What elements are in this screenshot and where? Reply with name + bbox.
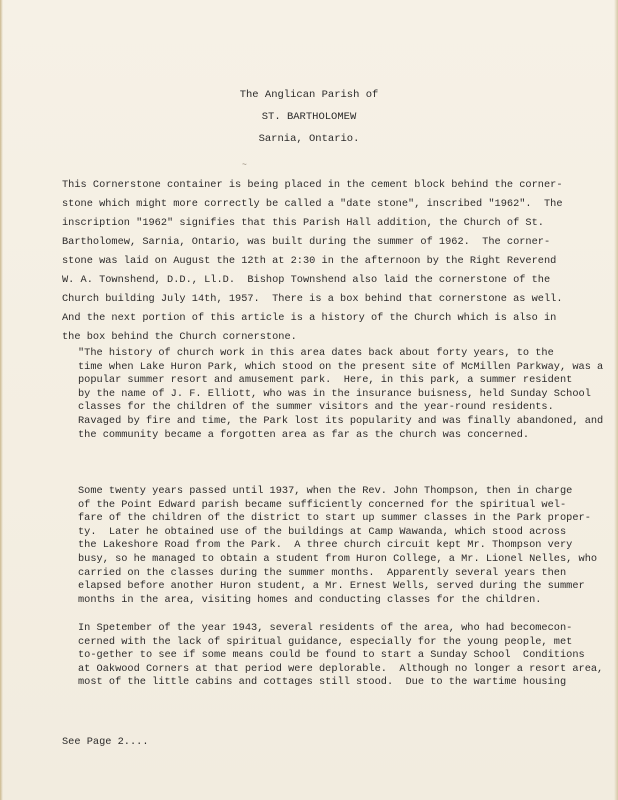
history-paragraph-1: "The history of church work in this area dates back about forty years, to the time when Lake Huron Park, which stood on the present site of McMillen Parkway, was a popular summer resort and amusement park. Here, in this park, a summer resident by the name of J. F. Elliott, who was in the insurance buisness, held Sunday School classes for the children of the summer visitors and the year-round residents. Ravaged by fire and time, the Park lost its popularity and was finally abandoned, and the community became a forgotten area as far as the church was concerned. bbox=[78, 347, 604, 441]
continuation-note: See Page 2.... bbox=[62, 736, 149, 748]
letterhead-location: Sarnia, Ontario. bbox=[258, 133, 360, 145]
letterhead-parish-line: The Anglican Parish of bbox=[239, 89, 379, 101]
intro-paragraph: This Cornerstone container is being placed in the cement block behind the corner- stone which might more correctly be called a "date stone", inscribed "1962". The inscription "1962" signifies that this Parish Hall addition, the Church of St. Bartholomew, Sarnia, Ontario, was built during the summer of 1962. The corner- stone was laid on August the 12th at 2:30 in the afternoon by the Right Reverend W. A. Townshend, D.D., Ll.D. Bishop Townshend also laid the cornerstone of the Church building July 14th, 1957. There is a box behind that cornerstone as well. And the next portion of this article is a history of the Church which is also in the box behind the Church cornerstone. bbox=[62, 179, 563, 343]
history-paragraph-3: In Spetember of the year 1943, several residents of the area, who had becomecon- cerned with the lack of spiritual guidance, especially for the young people, met to-gether to see if some means could be found to start a Sunday School Conditions at Oakwood Corners at that period were deplorable. Although no longer a resort area, most of the little cabins and cottages still stood. Due to the wartime housing bbox=[78, 622, 604, 689]
letterhead-church-name: ST. BARTHOLOMEW bbox=[261, 111, 357, 123]
history-paragraph-2: Some twenty years passed until 1937, when the Rev. John Thompson, then in charge of the Point Edward parish became sufficiently concerned for the spiritual wel- fare of the children of the district to start up summer classes in the Park proper- ty. Later he obtained use of the buildings at Camp Wawanda, which stood across the Lakeshore Road from the Park. A three church circuit kept Mr. Thompson very busy, so he managed to obtain a student from Huron College, a Mr. Lionel Nelles, who carried on the classes during the summer months. Apparently several years then elapsed before another Huron student, a Mr. Ernest Wells, served during the summer months in the area, visiting homes and conducting classes for the children. bbox=[78, 485, 598, 606]
ink-mark: ~ bbox=[242, 161, 247, 170]
letterhead bbox=[0, 84, 618, 150]
